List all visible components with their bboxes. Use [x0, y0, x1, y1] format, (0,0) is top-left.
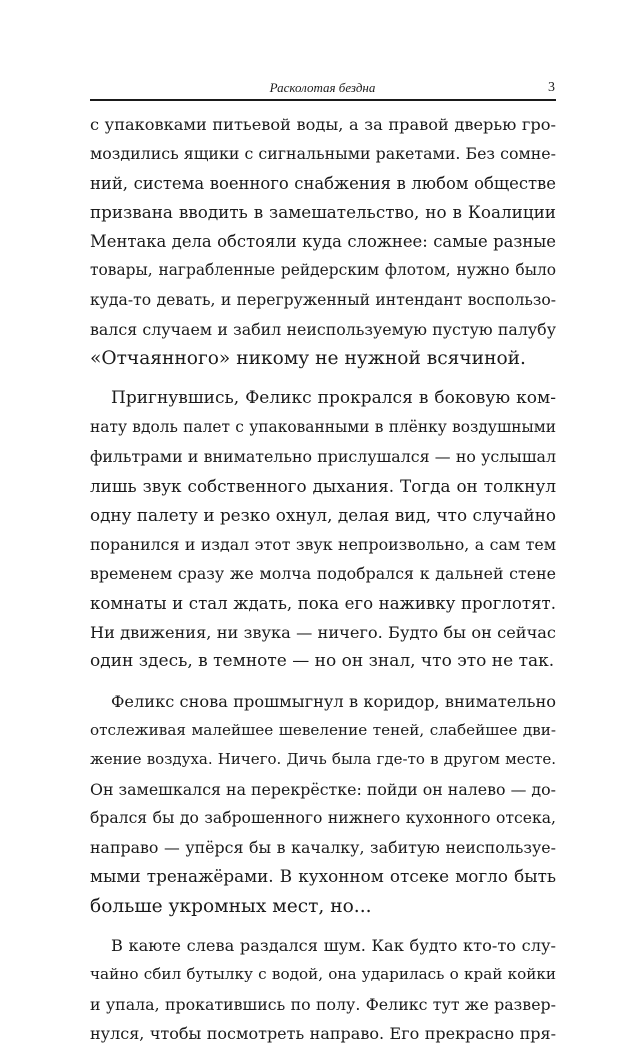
- text-line: мыми тренажёрами. В кухонном отсеке могло быть: [90, 866, 556, 887]
- text-line: чайно сбил бутылку с водой, она ударилась о край койки: [90, 965, 556, 984]
- text-line: одну палету и резко охнул, делая вид, что случайно: [90, 504, 556, 525]
- text-line: комнаты и стал ждать, пока его наживку проглотят.: [90, 593, 556, 613]
- text-line: нулся, чтобы посмотреть направо. Его прекрасно пря-: [90, 1023, 556, 1043]
- text-line: призвана вводить в замешательство, но в Коалиции: [90, 201, 556, 222]
- text-line: товары, награбленные рейдерским флотом, нужно было: [90, 261, 556, 280]
- text-line: больше укромных мест, но...: [90, 895, 372, 917]
- header-rule: [90, 99, 556, 101]
- text-line: куда-то девать, и перегруженный интендант воспользо-: [90, 290, 556, 309]
- text-line: нату вдоль палет с упакованными в плёнку воздушными: [90, 417, 556, 436]
- text-line: ний, система военного снабжения в любом обществе: [90, 173, 556, 193]
- text-line: направо — упёрся бы в качалку, забитую неиспользуе-: [90, 838, 556, 858]
- text-line: «Отчаянного» никому не нужной всячиной.: [90, 348, 526, 370]
- text-line: моздились ящики с сигнальными ракетами. Без сомне-: [90, 144, 556, 164]
- text-line: Ментака дела обстояли куда сложнее: самые разные: [90, 232, 556, 252]
- paragraph: [90, 384, 556, 677]
- body-text: [90, 110, 556, 1048]
- text-line: Он замешкался на перекрёстке: пойди он налево — до-: [90, 779, 556, 799]
- text-line: и упала, прокатившись по полу. Феликс тут же развер-: [90, 994, 556, 1014]
- text-line: вался случаем и забил неиспользуемую пустую палубу: [90, 320, 556, 340]
- paragraph: [90, 110, 556, 374]
- text-line: Ни движения, ни звука — ничего. Будто бы он сейчас: [90, 623, 556, 643]
- running-title: Расколотая бездна: [269, 80, 376, 95]
- text-line: один здесь, в темноте — но он знал, что это не так.: [90, 651, 555, 672]
- text-line: лишь звук собственного дыхания. Тогда он толкнул: [90, 475, 556, 496]
- paragraph: [90, 931, 556, 1048]
- text-line: жение воздуха. Ничего. Дичь была где-то в другом месте.: [90, 750, 556, 769]
- text-line: отслеживая малейшее шевеление теней, слабейшее дви-: [90, 720, 556, 739]
- page-number: 3: [548, 80, 555, 95]
- paragraph: [90, 687, 556, 921]
- paragraph-gap: [90, 374, 556, 384]
- text-line: временем сразу же молча подобрался к дальней стене: [90, 564, 556, 584]
- page-header: [90, 80, 555, 100]
- text-line: Феликс снова прошмыгнул в коридор, внимательно: [111, 691, 556, 711]
- text-line: фильтрами и внимательно прислушался — но услышал: [90, 447, 556, 467]
- paragraph-gap: [90, 677, 556, 687]
- text-line: Пригнувшись, Феликс прокрался в боковую ком-: [111, 387, 556, 408]
- text-line: В каюте слева раздался шум. Как будто кто-то слу-: [111, 936, 556, 956]
- paragraph-gap: [90, 921, 556, 931]
- text-line: брался бы до заброшенного нижнего кухонного отсека,: [90, 808, 556, 827]
- text-line: поранился и издал этот звук непроизвольно, а сам тем: [90, 535, 556, 555]
- text-line: с упаковками питьевой воды, а за правой дверью гро-: [90, 115, 556, 134]
